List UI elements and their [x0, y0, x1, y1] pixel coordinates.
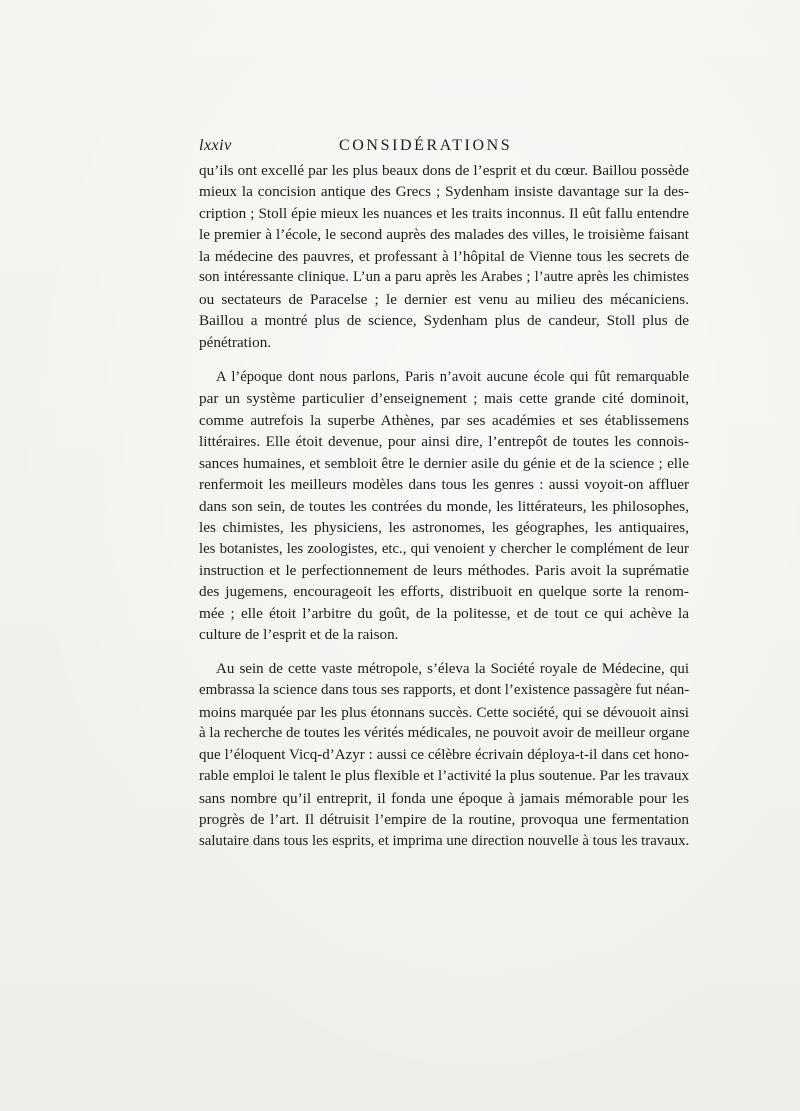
text-line: renfermoit les meilleurs modèles dans tous les genres : aussi voyoit-on affluer [199, 476, 689, 494]
text-line: dans son sein, de toutes les contrées du monde, les littérateurs, les philosophes, [199, 497, 689, 515]
running-title: CONSIDÉRATIONS [339, 137, 513, 154]
text-line: Au sein de cette vaste métropole, s’éleva la Société royale de Médecine, qui [216, 661, 689, 677]
text-line: les chimistes, les physiciens, les astronomes, les géographes, les antiquaires, [199, 519, 689, 537]
text-line: mée ; elle étoit l’arbitre du goût, de la politesse, et de tout ce qui achève la [199, 604, 689, 622]
text-line: culture de l’esprit et de la raison. [199, 626, 399, 644]
text-line: que l’éloquent Vicq-d’Azyr : aussi ce célèbre écrivain déploya-t-il dans cet hono- [199, 746, 689, 763]
text-line: le premier à l’école, le second auprès des malades des villes, le troisième faisant [199, 226, 689, 244]
text-line: cription ; Stoll épie mieux les nuances et les traits inconnus. Il eût fallu entendre [199, 204, 689, 222]
text-line: des jugemens, encourageoit les efforts, distribuoit en quelque sorte la renom- [199, 583, 689, 601]
text-line: pénétration. [199, 333, 272, 351]
text-line: littéraires. Elle étoit devenue, pour ainsi dire, l’entrepôt de toutes les connois- [199, 433, 689, 451]
text-line: son intéressante clinique. L’un a paru après les Arabes ; l’autre après les chimistes [199, 269, 689, 286]
text-line: mieux la concision antique des Grecs ; Sydenham insiste davantage sur la des- [199, 183, 689, 201]
text-line: progrès de l’art. Il détruisit l’empire de la routine, provoqua une fermentation [199, 811, 689, 829]
text-line: qu’ils ont excellé par les plus beaux dons de l’esprit et du cœur. Baillou possède [199, 162, 689, 179]
paragraph-2 [199, 367, 689, 646]
text-line: rable emploi le talent le plus flexible et l’activité la plus soutenue. Par les travaux [199, 768, 689, 785]
running-head [199, 134, 689, 158]
page-number: lxxiv [199, 137, 232, 154]
text-line: sans nombre qu’il entreprit, il fonda une époque à jamais mémorable pour les [199, 789, 689, 807]
text-line: A l’époque dont nous parlons, Paris n’avoit aucune école qui fût remarquable [216, 369, 689, 385]
text-line: embrassa la science dans tous ses rapports, et dont l’existence passagère fut néan- [199, 682, 690, 699]
text-line: les botanistes, les zoologistes, etc., qui venoient y chercher le complément de leur [199, 540, 689, 557]
text-line: instruction et le perfectionnement de leurs méthodes. Paris avoit la suprématie [199, 561, 689, 579]
paragraph-1 [199, 160, 689, 353]
text-line: salutaire dans tous les esprits, et imprima une direction nouvelle à tous les travaux. [199, 832, 690, 849]
text-line: comme autrefois la superbe Athènes, par ses académies et ses établissemens [199, 411, 689, 429]
text-line: Baillou a montré plus de science, Sydenham plus de candeur, Stoll plus de [199, 312, 689, 330]
text-line: ou sectateurs de Paracelse ; le dernier est venu au milieu des mécaniciens. [199, 290, 689, 308]
text-line: sances humaines, et sembloit être le dernier asile du génie et de la science ; elle [199, 454, 689, 472]
text-line: à la recherche de toutes les vérités médicales, ne pouvoit avoir de meilleur organe [199, 725, 690, 742]
text-line: moins marquée par les plus étonnans succès. Cette société, qui se dévouoit ainsi [199, 703, 689, 721]
text-line: par un système particulier d’enseignement ; mais cette grande cité dominoit, [199, 390, 689, 408]
paragraph-3 [199, 659, 689, 852]
text-line: la médecine des pauvres, et professant à l’hôpital de Vienne tous les secrets de [199, 247, 689, 265]
